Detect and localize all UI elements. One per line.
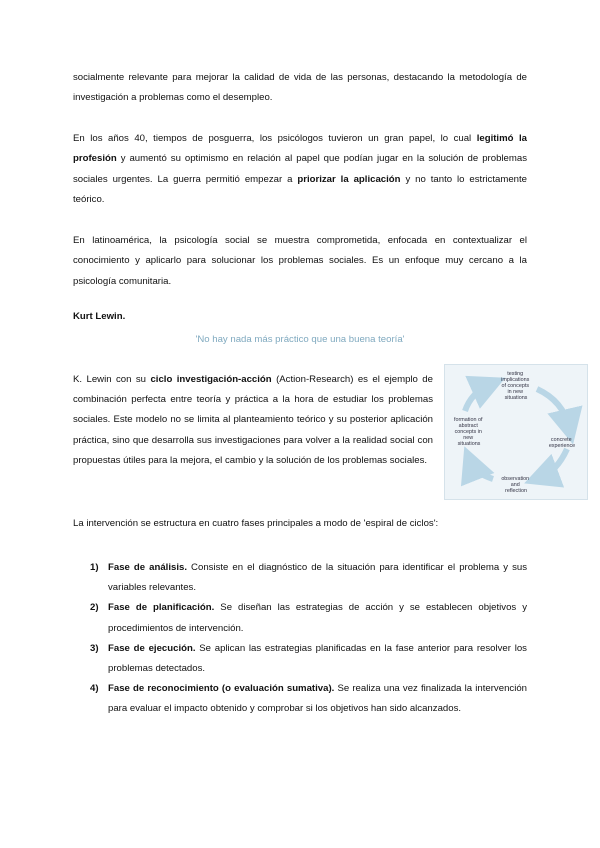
phase-text: Se diseñan las estrategias de acción y se establecen objetivos y procedimientos de intervención. (108, 602, 527, 634)
cycle-arrow-bottom-right (541, 449, 567, 477)
list-item (73, 679, 527, 719)
lewin-bold-ciclo: ciclo investigación-acción (150, 374, 272, 385)
postwar-text-1: En los años 40, tiempos de posguerra, los psicólogos tuvieron un gran papel, lo cual (73, 133, 477, 144)
intervention-intro: La intervención se estructura en cuatro fases principales a modo de 'espiral de ciclos': (73, 518, 439, 529)
paragraph-lewin-cycle (73, 370, 433, 471)
list-item (73, 598, 527, 638)
list-item (73, 558, 527, 598)
figure-label-observation: observation and reflection (501, 476, 530, 494)
action-research-cycle-figure (444, 364, 588, 500)
cycle-arrow-top-right (537, 389, 569, 427)
list-item (73, 639, 527, 679)
list-number: 4) (90, 683, 99, 695)
cycle-arrow-bottom-left (471, 463, 493, 479)
figure-label-formation: formation of abstract concepts in new situations (454, 417, 483, 447)
cycle-diagram (445, 365, 587, 499)
figure-label-testing: testing implications of concepts in new situations (501, 371, 530, 401)
list-number: 3) (90, 642, 99, 654)
postwar-text-2: y aumentó su optimismo en relación al papel que podían jugar en la solución de problemas sociales urgentes. La guerra permitió empezar a (73, 153, 527, 185)
phase-text: Se realiza una vez finalizada la intervención para evaluar el impacto obtenido y comprobar si los objetivos han sido alcanzados. (108, 683, 528, 715)
phase-text: Se aplican las estrategias planificadas en la fase anterior para resolver los problemas detectados. (108, 642, 527, 675)
paragraph-postwar (73, 129, 527, 210)
phase-title: Fase de planificación. (108, 602, 215, 614)
list-number: 1) (90, 562, 99, 573)
phase-title: Fase de ejecución. (108, 642, 196, 654)
phases-list (73, 558, 527, 720)
lewin-text-1: K. Lewin con su (73, 374, 151, 385)
phase-title: Fase de reconocimiento (o evaluación sumativa). (108, 683, 335, 695)
postwar-bold-legitimo: legitimó la profesión (73, 133, 527, 165)
phase-title: Fase de análisis. (108, 562, 188, 573)
paragraph-intro-continuation: socialmente relevante para mejorar la calidad de vida de las personas, destacando la metodología de investigación a problemas como el desempleo. (73, 72, 527, 104)
paragraph-latinoamerica: En latinoamérica, la psicología social se muestra comprometida, enfocada en contextualizar el conocimiento y aplicarlo para solucionar los problemas sociales. Es un enfoque muy cercano a la psicología comunitaria. (73, 235, 527, 287)
postwar-text-3: y no tanto lo estrictamente teórico. (73, 173, 528, 205)
phase-text: Consiste en el diagnóstico de la situación para identificar el problema y sus variables relevantes. (108, 562, 527, 594)
postwar-bold-priorizar: priorizar la aplicación (297, 173, 401, 185)
figure-label-concrete-experience: concrete experience (548, 437, 576, 449)
cycle-arrow-top-left (465, 385, 489, 411)
list-number: 2) (90, 602, 99, 614)
lewin-quote: 'No hay nada más práctico que una buena teoría' (195, 334, 405, 345)
lewin-text-2: (Action-Research) es el ejemplo de combinación perfecta entre teoría y práctica a la hora de estudiar los problemas sociales. Este modelo no se limita al planteamiento teórico y su posterior aplicación práctica, sino que desarrolla sus investigaciones para volver a la realidad social con propuestas útiles para la mejora, el cambio y la solución de los problemas sociales. (73, 374, 433, 466)
section-heading-kurt-lewin: Kurt Lewin. (73, 311, 126, 322)
